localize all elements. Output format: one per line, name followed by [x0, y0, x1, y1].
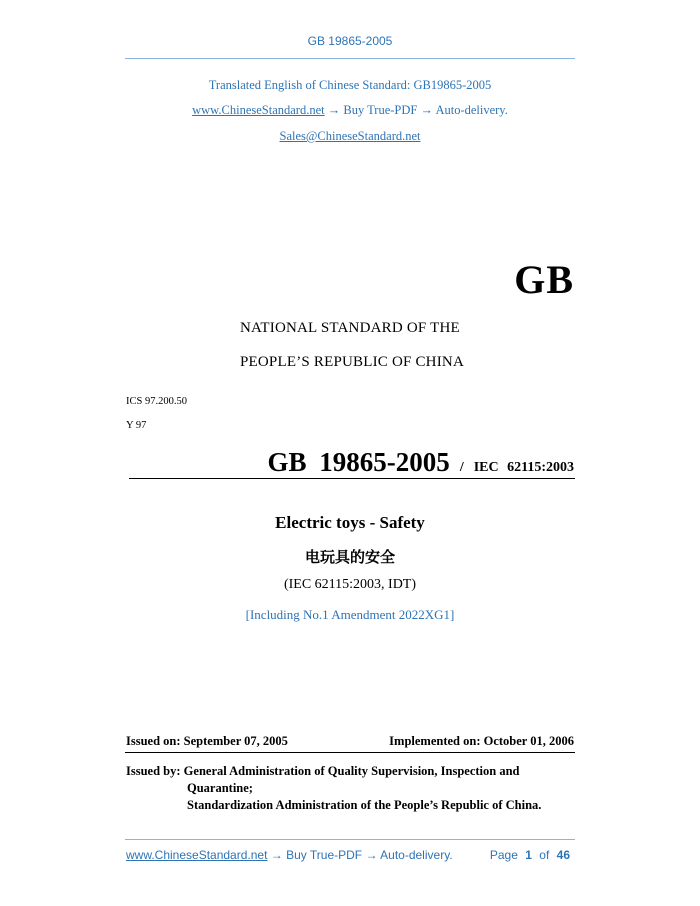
english-title: Electric toys - Safety [275, 513, 425, 532]
buy-true-pdf-link[interactable]: Buy True-PDF [343, 103, 418, 117]
page-of: of [539, 848, 550, 862]
ccs-code: Y 97 [126, 420, 147, 431]
footer-site-link[interactable]: www.ChineseStandard.net [126, 848, 268, 862]
footer-buy-link[interactable]: Buy True-PDF [286, 848, 363, 862]
standard-number-main: GB 19865-2005 [267, 447, 450, 477]
issued-date: Issued on: September 07, 2005 [126, 734, 288, 748]
header-doc-code: GB 19865-2005 [307, 34, 393, 48]
identity-note: (IEC 62115:2003, IDT) [283, 577, 417, 592]
arrow-right-icon: → [327, 103, 341, 117]
standard-number-separator: / [459, 460, 464, 475]
dates-divider [125, 752, 575, 753]
header-divider [125, 58, 575, 59]
arrow-right-icon: → [420, 103, 433, 117]
issued-by-line3: Standardization Administration of the People’s Republic of China. [187, 798, 542, 812]
email-line [0, 129, 700, 144]
footer-purchase-line [126, 848, 453, 862]
ics-code: ICS 97.200.50 [126, 396, 187, 407]
page-label: Page [489, 848, 518, 862]
national-standard-line2: PEOPLE’S REPUBLIC OF CHINA [240, 354, 464, 370]
page-current: 1 [525, 848, 532, 862]
sales-email-link[interactable]: Sales@ChineseStandard.net [279, 129, 421, 143]
page-indicator [490, 848, 570, 862]
standard-number-iec: IEC 62115:2003 [473, 460, 574, 475]
chinese-title: 电玩具的安全 [304, 549, 395, 566]
issued-by-block [126, 763, 519, 780]
purchase-line [0, 103, 700, 118]
standard-number [268, 447, 574, 478]
issued-by-label: Issued by: [126, 764, 181, 778]
auto-delivery-text: Auto-delivery. [435, 103, 508, 117]
footer-delivery-text: Auto-delivery. [380, 848, 453, 862]
footer-divider [125, 839, 575, 840]
issued-by-line2: Quarantine; [187, 781, 253, 795]
national-standard-line1: NATIONAL STANDARD OF THE [240, 320, 460, 336]
amendment-note: [Including No.1 Amendment 2022XG1] [245, 607, 455, 622]
page-total: 46 [556, 848, 570, 862]
arrow-right-icon: → [270, 848, 283, 862]
issued-by-line1: General Administration of Quality Supervision, Inspection and [183, 764, 520, 778]
gb-logo: GB [514, 257, 574, 302]
translation-notice: Translated English of Chinese Standard: GB19865-2005 [208, 78, 492, 92]
standard-number-underline [129, 478, 575, 479]
arrow-right-icon: → [365, 848, 378, 862]
implemented-date: Implemented on: October 01, 2006 [389, 734, 574, 748]
site-link[interactable]: www.ChineseStandard.net [192, 103, 325, 117]
